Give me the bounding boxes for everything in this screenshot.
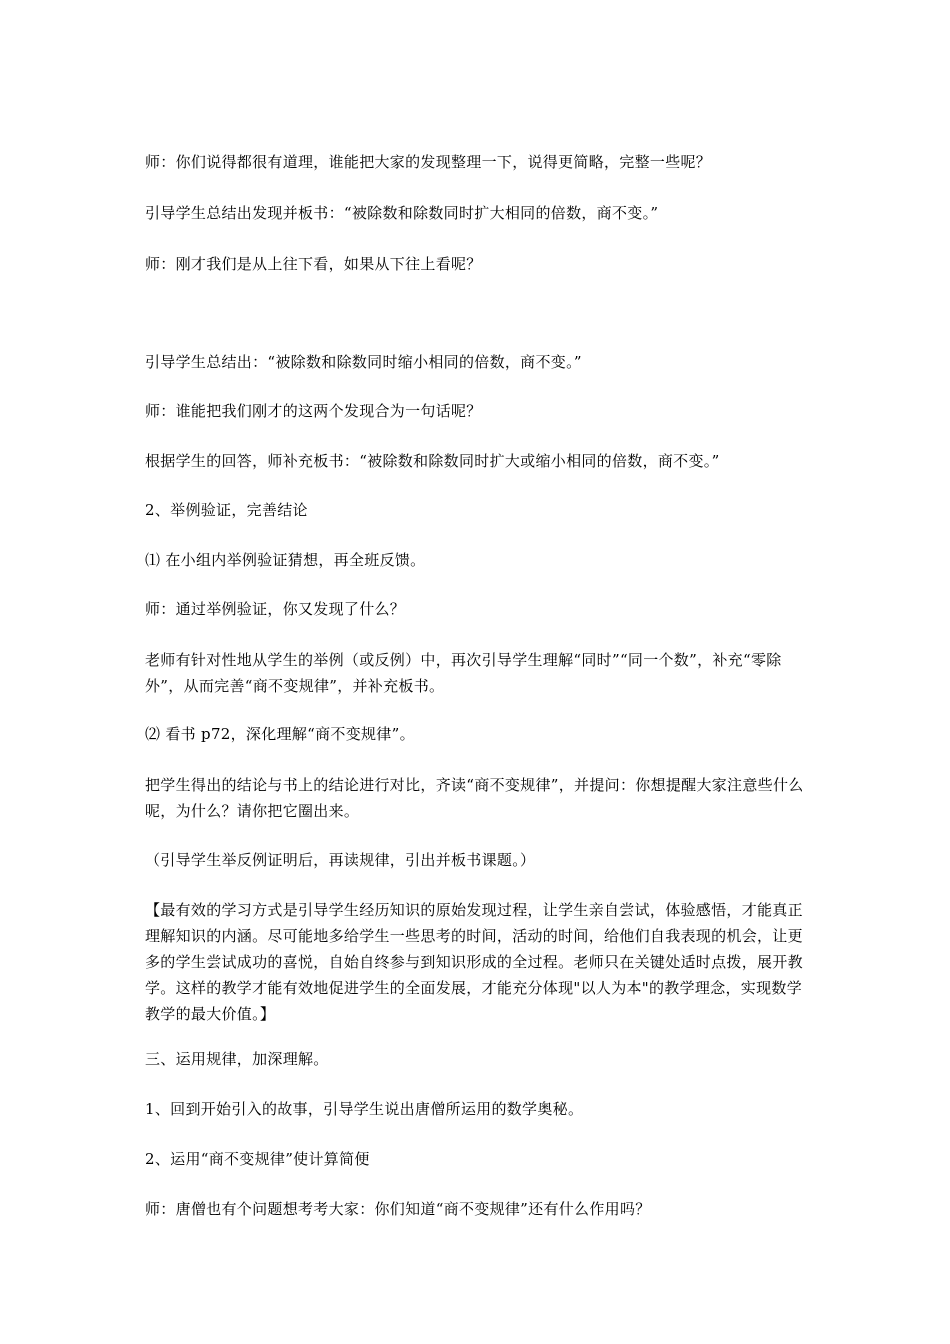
paragraph-13: 1、回到开始引入的故事，引导学生说出唐僧所运用的数学奥秘。 [145,1100,584,1118]
paragraph-12: （引导学生举反例证明后，再读规律，引出并板书课题。） [145,851,536,869]
paragraph-14: 2、运用“商不变规律”使计算简便 [145,1150,370,1168]
paragraph-1: 师：你们说得都很有道理，谁能把大家的发现整理一下，说得更简略，完整一些呢？ [145,153,712,171]
paragraph-8: 师：通过举例验证，你又发现了什么？ [145,600,406,618]
paragraph-6: 根据学生的回答，师补充板书：“被除数和除数同时扩大或缩小相同的倍数，商不变。” [145,452,720,470]
section-heading-3: 三、运用规律，加深理解。 [145,1050,329,1068]
paragraph-11: 把学生得出的结论与书上的结论进行对比，齐读“商不变规律”，并提问：你想提醒大家注意些什么呢，为什么？请你把它圈出来。 [145,776,804,820]
paragraph-10: ⑵ 看书 p72，深化理解“商不变规律”。 [145,725,415,743]
paragraph-7: ⑴ 在小组内举例验证猜想，再全班反馈。 [145,551,426,569]
paragraph-3: 师：刚才我们是从上往下看，如果从下往上看呢？ [145,255,482,273]
commentary-block: 【最有效的学习方式是引导学生经历知识的原始发现过程，让学生亲自尝试，体验感悟，才能真正理解知识的内涵。尽可能地多给学生一些思考的时间，活动的时间，给他们自我表现的机会，让更多的学生尝试成功的喜悦，自始自终参与到知识形成的全过程。老师只在关键处适时点拨，展开教学。这样的教学才能有效地促进学生的全面发展，才能充分体现"以人为本"的教学理念，实现数学教学的最大价值。】 [145,901,803,1023]
paragraph-5: 师：谁能把我们刚才的这两个发现合为一句话呢？ [145,402,482,420]
section-heading-2: 2、举例验证，完善结论 [145,501,308,519]
paragraph-9: 老师有针对性地从学生的举例（或反例）中，再次引导学生理解“同时”“同一个数”，补充“零除外”，从而完善“商不变规律”，并补充板书。 [145,651,782,695]
paragraph-15: 师：唐僧也有个问题想考考大家：你们知道“商不变规律”还有什么作用吗？ [145,1200,651,1218]
paragraph-2: 引导学生总结出发现并板书：“被除数和除数同时扩大相同的倍数，商不变。” [145,204,659,222]
paragraph-4: 引导学生总结出：“被除数和除数同时缩小相同的倍数，商不变。” [145,353,582,371]
